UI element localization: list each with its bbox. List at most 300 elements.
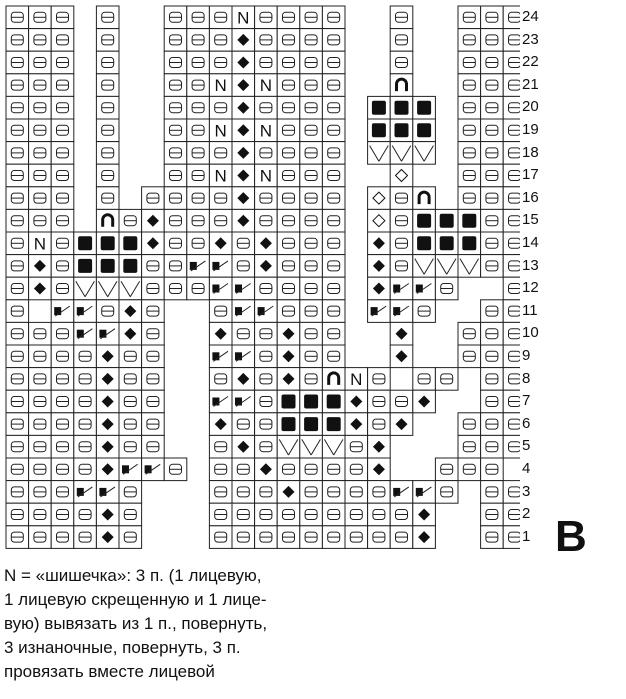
stitch-cell [209,119,232,142]
stitch-cell [96,232,119,255]
stitch-cell [164,51,187,74]
stitch-cell [74,368,97,391]
row-number: 14 [522,234,539,251]
stitch-cell [277,345,300,368]
stitch-cell [368,503,391,526]
legend-line-1: N = «шишечка»: 3 п. (1 лицевую, [4,566,262,585]
stitch-cell [481,368,504,391]
stitch-cell [209,413,232,436]
stitch-cell [503,96,520,119]
stitch-cell [51,29,74,52]
row-number: 3 [522,482,531,500]
stitch-cell [481,51,504,74]
stitch-cell [255,164,278,187]
stitch-cell [119,209,142,232]
stitch-cell [119,458,142,481]
stitch-cell [368,255,391,278]
stitch-cell [6,526,29,549]
stitch-cell [255,503,278,526]
stitch-cell [322,345,345,368]
stitch-cell [187,29,210,52]
stitch-cell [142,255,165,278]
stitch-cell [29,232,52,255]
stitch-cell [458,458,481,481]
stitch-cell [209,503,232,526]
stitch-cell [255,6,278,29]
stitch-cell [277,277,300,300]
stitch-cell [6,322,29,345]
row-number: 13 [522,256,539,274]
stitch-cell [390,526,413,549]
stitch-cell [96,390,119,413]
stitch-cell [29,74,52,97]
stitch-cell [232,51,255,74]
row-number: 20 [522,98,539,116]
stitch-cell [300,255,323,278]
stitch-cell [209,232,232,255]
stitch-cell [345,458,368,481]
stitch-cell [51,277,74,300]
stitch-cell [277,481,300,504]
stitch-cell [503,368,520,391]
stitch-cell [187,119,210,142]
stitch-cell [390,74,413,97]
stitch-cell [96,6,119,29]
stitch-cell [96,142,119,165]
stitch-cell [368,187,391,210]
legend-line-2: 1 лицевую скрещенную и 1 лице- [4,590,267,609]
stitch-cell [187,142,210,165]
stitch-cell [458,209,481,232]
stitch-cell [119,435,142,458]
stitch-cell [6,29,29,52]
stitch-cell [51,187,74,210]
stitch-cell [74,526,97,549]
stitch-cell [503,322,520,345]
stitch-cell [368,300,391,323]
stitch-cell [187,209,210,232]
stitch-cell [164,6,187,29]
stitch-cell [300,209,323,232]
stitch-cell [187,255,210,278]
stitch-cell [255,458,278,481]
row-number: 15 [522,211,539,229]
row-number: 22 [522,53,539,71]
stitch-cell [119,481,142,504]
stitch-cell [119,255,142,278]
stitch-cell [300,413,323,436]
row-number: 23 [522,30,539,48]
stitch-cell [29,187,52,210]
stitch-cell [142,300,165,323]
stitch-cell [209,526,232,549]
stitch-cell [232,187,255,210]
stitch-cell [255,413,278,436]
stitch-cell [322,368,345,391]
stitch-cell [29,6,52,29]
stitch-cell [300,142,323,165]
stitch-cell [142,209,165,232]
svg-text:N: N [214,166,227,186]
stitch-cell [322,187,345,210]
stitch-cell [277,74,300,97]
stitch-cell [255,368,278,391]
row-number: 7 [522,392,531,410]
stitch-cell [277,187,300,210]
stitch-cell [277,300,300,323]
stitch-cell [503,413,520,436]
stitch-cell [119,526,142,549]
stitch-cell [29,51,52,74]
stitch-cell [51,232,74,255]
stitch-cell [51,119,74,142]
stitch-cell [481,503,504,526]
stitch-cell [142,232,165,255]
stitch-cell [96,209,119,232]
stitch-cell [413,481,436,504]
stitch-cell [368,481,391,504]
stitch-cell [255,255,278,278]
row-number: 1 [522,527,531,545]
stitch-cell [368,209,391,232]
stitch-cell [164,96,187,119]
stitch-cell [96,164,119,187]
row-number: 9 [522,347,531,364]
stitch-cell [51,6,74,29]
stitch-cell [458,322,481,345]
stitch-cell [255,232,278,255]
stitch-cell [300,503,323,526]
stitch-cell [368,96,391,119]
stitch-cell [6,209,29,232]
stitch-cell [119,413,142,436]
stitch-cell [209,322,232,345]
stitch-cell [390,96,413,119]
stitch-cell [300,368,323,391]
stitch-cell [29,368,52,391]
stitch-cell [435,255,458,278]
stitch-cell [232,481,255,504]
stitch-cell [435,277,458,300]
stitch-cell [6,142,29,165]
stitch-cell [503,300,520,323]
stitch-cell [232,322,255,345]
stitch-cell [209,481,232,504]
stitch-cell [96,29,119,52]
stitch-cell [51,96,74,119]
stitch-cell [255,96,278,119]
stitch-cell [209,74,232,97]
stitch-cell [322,503,345,526]
stitch-cell [481,96,504,119]
stitch-cell [96,119,119,142]
svg-text:N: N [237,8,250,28]
stitch-cell [29,458,52,481]
stitch-cell [142,368,165,391]
stitch-cell [368,232,391,255]
stitch-cell [119,322,142,345]
stitch-cell [51,481,74,504]
stitch-cell [481,209,504,232]
stitch-cell [6,458,29,481]
stitch-cell [51,322,74,345]
stitch-cell [6,164,29,187]
stitch-cell [345,435,368,458]
stitch-cell [277,51,300,74]
stitch-cell [209,458,232,481]
stitch-cell [232,164,255,187]
stitch-cell [390,503,413,526]
stitch-cell [503,345,520,368]
stitch-cell [481,435,504,458]
stitch-cell [368,277,391,300]
stitch-cell [6,119,29,142]
stitch-cell [413,142,436,165]
stitch-cell [164,187,187,210]
stitch-cell [119,345,142,368]
stitch-cell [322,277,345,300]
stitch-cell [255,29,278,52]
stitch-cell [51,413,74,436]
stitch-cell [481,413,504,436]
stitch-cell [368,368,391,391]
stitch-cell [300,458,323,481]
stitch-cell [503,503,520,526]
legend-line-3: вую) вывязать из 1 п., повернуть, [4,614,268,633]
stitch-cell [96,413,119,436]
stitch-cell [277,322,300,345]
stitch-cell [277,29,300,52]
stitch-cell [209,51,232,74]
row-number: 17 [522,166,539,184]
stitch-cell [481,526,504,549]
svg-text:N: N [214,121,227,141]
stitch-cell [390,209,413,232]
legend-line-5: провязать вместе лицевой [4,662,215,681]
stitch-cell [29,503,52,526]
stitch-cell [458,119,481,142]
stitch-cell [51,503,74,526]
stitch-cell [96,51,119,74]
stitch-cell [458,96,481,119]
stitch-cell [29,142,52,165]
stitch-cell [277,458,300,481]
stitch-cell [96,503,119,526]
stitch-cell [74,322,97,345]
stitch-cell [503,277,520,300]
stitch-cell [6,51,29,74]
stitch-cell [164,142,187,165]
stitch-cell [51,390,74,413]
stitch-cell [209,209,232,232]
stitch-cell [232,96,255,119]
svg-text:N: N [259,166,273,186]
stitch-cell [277,119,300,142]
stitch-cell [74,458,97,481]
stitch-cell [322,413,345,436]
stitch-cell [277,435,300,458]
stitch-cell [255,300,278,323]
stitch-cell [300,29,323,52]
stitch-cell [503,232,520,255]
row-number: 6 [522,414,531,432]
stitch-cell [277,390,300,413]
stitch-cell [503,6,520,29]
stitch-cell [413,390,436,413]
stitch-cell [277,232,300,255]
stitch-cell [29,322,52,345]
stitch-cell [232,232,255,255]
stitch-cell [435,209,458,232]
stitch-cell [232,6,255,29]
stitch-cell [300,277,323,300]
stitch-cell [345,413,368,436]
stitch-cell [390,232,413,255]
stitch-cell [6,368,29,391]
stitch-cell [164,255,187,278]
row-number: 24 [522,8,539,25]
stitch-cell [435,232,458,255]
stitch-cell [390,300,413,323]
stitch-cell [390,142,413,165]
row-number: 21 [522,75,539,93]
row-number: 16 [522,188,539,206]
stitch-cell [96,345,119,368]
stitch-cell [390,51,413,74]
stitch-cell [255,345,278,368]
stitch-cell [74,277,97,300]
stitch-cell [119,503,142,526]
stitch-cell [368,119,391,142]
stitch-cell [503,119,520,142]
stitch-cell [51,368,74,391]
stitch-cell [368,142,391,165]
stitch-cell [277,142,300,165]
stitch-cell [232,390,255,413]
stitch-cell [300,51,323,74]
stitch-cell [74,232,97,255]
stitch-cell [51,74,74,97]
stitch-cell [300,232,323,255]
stitch-cell [164,74,187,97]
stitch-cell [187,6,210,29]
stitch-cell [322,526,345,549]
stitch-cell [413,232,436,255]
stitch-cell [322,435,345,458]
stitch-cell [255,119,278,142]
stitch-cell [255,526,278,549]
stitch-cell [458,51,481,74]
stitch-cell [503,435,520,458]
stitch-cell [209,187,232,210]
stitch-cell [6,187,29,210]
row-number: 2 [522,505,531,523]
stitch-cell [503,29,520,52]
stitch-cell [142,458,165,481]
stitch-cell [187,277,210,300]
stitch-cell [458,435,481,458]
stitch-cell [187,74,210,97]
stitch-cell [164,119,187,142]
stitch-cell [74,481,97,504]
stitch-cell [503,187,520,210]
stitch-cell [322,29,345,52]
stitch-cell [29,255,52,278]
stitch-cell [322,255,345,278]
stitch-cell [368,390,391,413]
stitch-cell [142,435,165,458]
stitch-cell [300,526,323,549]
row-number: 8 [522,369,531,387]
legend [4,564,344,684]
stitch-cell [300,390,323,413]
row-number: 11 [522,301,538,319]
stitch-cell [481,300,504,323]
svg-text:N: N [259,121,273,141]
stitch-cell [29,277,52,300]
stitch-cell [277,96,300,119]
stitch-cell [368,413,391,436]
stitch-cell [74,435,97,458]
stitch-cell [435,368,458,391]
stitch-cell [232,29,255,52]
stitch-cell [255,322,278,345]
stitch-cell [300,322,323,345]
stitch-cell [413,526,436,549]
stitch-cell [187,51,210,74]
stitch-cell [277,526,300,549]
stitch-cell [300,119,323,142]
stitch-cell [29,29,52,52]
stitch-cell [390,345,413,368]
stitch-cell [164,29,187,52]
stitch-cell [458,255,481,278]
stitch-cell [209,6,232,29]
stitch-cell [232,526,255,549]
stitch-cell [29,413,52,436]
stitch-cell [232,300,255,323]
stitch-cell [142,390,165,413]
stitch-cell [481,6,504,29]
stitch-cell [458,6,481,29]
stitch-cell [255,435,278,458]
stitch-cell [390,187,413,210]
stitch-cell [300,187,323,210]
stitch-cell [51,526,74,549]
stitch-cell [209,345,232,368]
stitch-cell [209,96,232,119]
stitch-cell [164,164,187,187]
stitch-cell [96,435,119,458]
stitch-cell [255,209,278,232]
stitch-cell [503,164,520,187]
stitch-cell [322,51,345,74]
stitch-cell [503,142,520,165]
stitch-cell [300,345,323,368]
stitch-cell [119,300,142,323]
stitch-cell [232,255,255,278]
stitch-cell [6,96,29,119]
stitch-cell [458,187,481,210]
stitch-cell [96,368,119,391]
stitch-cell [96,322,119,345]
stitch-cell [6,300,29,323]
stitch-cell [29,96,52,119]
stitch-cell [209,435,232,458]
stitch-cell [209,368,232,391]
stitch-cell [142,277,165,300]
stitch-cell [345,481,368,504]
